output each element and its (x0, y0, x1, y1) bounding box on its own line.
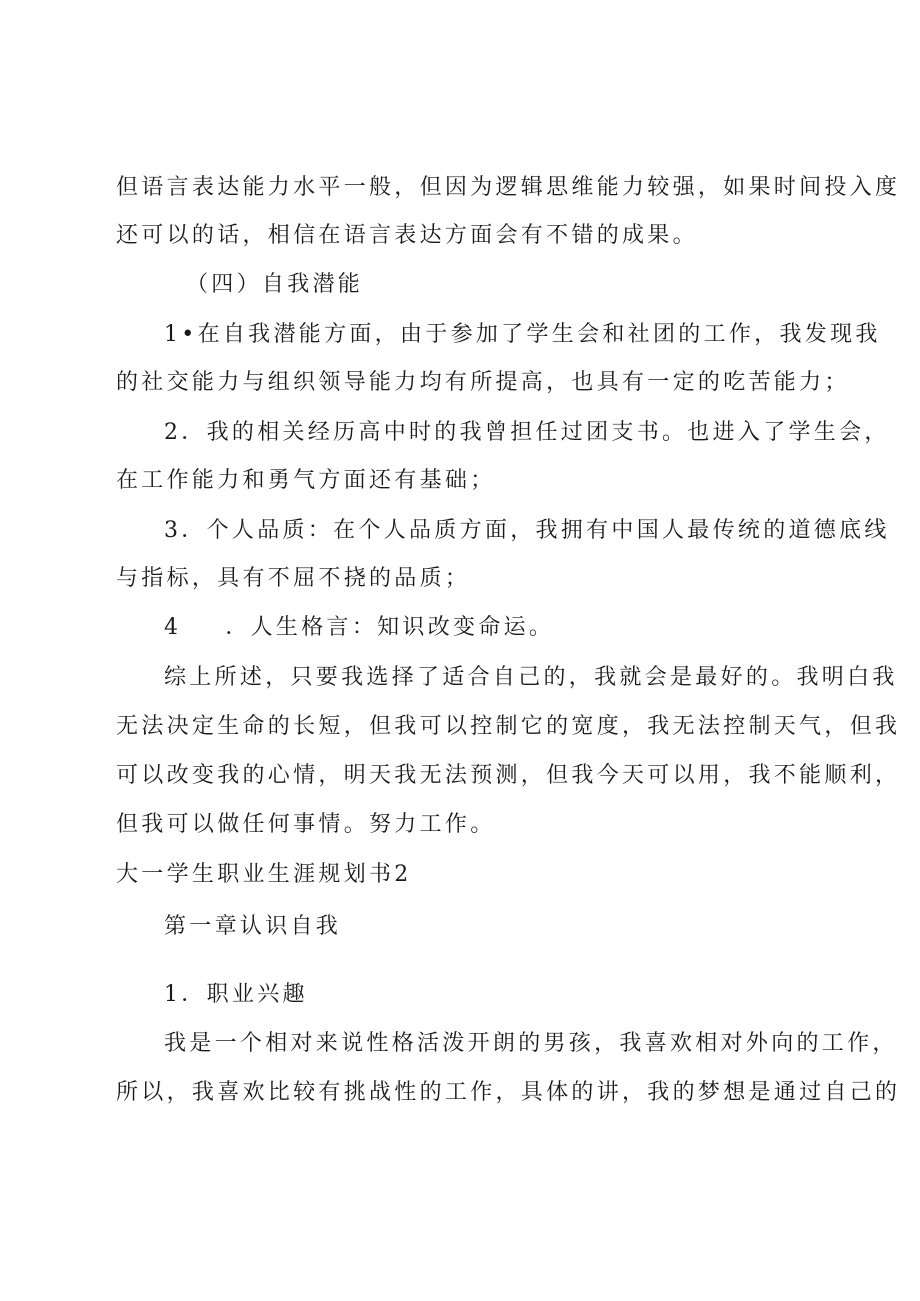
paragraph-line: 无法决定生命的长短，但我可以控制它的宽度，我无法控制天气，但我 (116, 714, 901, 739)
paragraph-line: 所以，我喜欢比较有挑战性的工作，具体的讲，我的梦想是通过自己的 (116, 1080, 901, 1105)
paragraph-line: 在工作能力和勇气方面还有基础； (116, 468, 496, 493)
subsection-heading: 1．职业兴趣 (164, 982, 308, 1007)
paragraph-line: 但我可以做任何事情。努力工作。 (116, 812, 496, 837)
section-heading: （四）自我潜能 (186, 272, 364, 297)
paragraph-line: 但语言表达能力水平一般，但因为逻辑思维能力较强，如果时间投入度 (116, 175, 901, 200)
list-item-4 (164, 613, 554, 643)
summary-paragraph: 综上所述，只要我选择了适合自己的，我就会是最好的。我明白我 (164, 665, 898, 690)
paragraph-line: 可以改变我的心情，明天我无法预测，但我今天可以用，我不能顺利， (116, 763, 901, 788)
paragraph-line: 的社交能力与组织领导能力均有所提高，也具有一定的吃苦能力； (116, 370, 850, 395)
chapter-heading: 第一章认识自我 (164, 914, 342, 939)
list-item-3: 3．个人品质：在个人品质方面，我拥有中国人最传统的道德底线 (164, 518, 890, 543)
paragraph-line: 我是一个相对来说性格活泼开朗的男孩，我喜欢相对外向的工作， (164, 1031, 898, 1056)
paragraph-line: 还可以的话，相信在语言表达方面会有不错的成果。 (116, 223, 698, 248)
paragraph-line: 与指标，具有不屈不挠的品质； (116, 566, 471, 591)
list-item-2: 2．我的相关经历高中时的我曾担任过团支书。也进入了学生会， (164, 420, 890, 445)
list-item-1: 1•在自我潜能方面，由于参加了学生会和社团的工作，我发现我 (164, 322, 881, 347)
document-title: 大一学生职业生涯规划书2 (116, 862, 412, 887)
list-item-text: ．人生格言：知识改变命运。 (225, 615, 555, 640)
list-number: 4 (164, 615, 182, 640)
